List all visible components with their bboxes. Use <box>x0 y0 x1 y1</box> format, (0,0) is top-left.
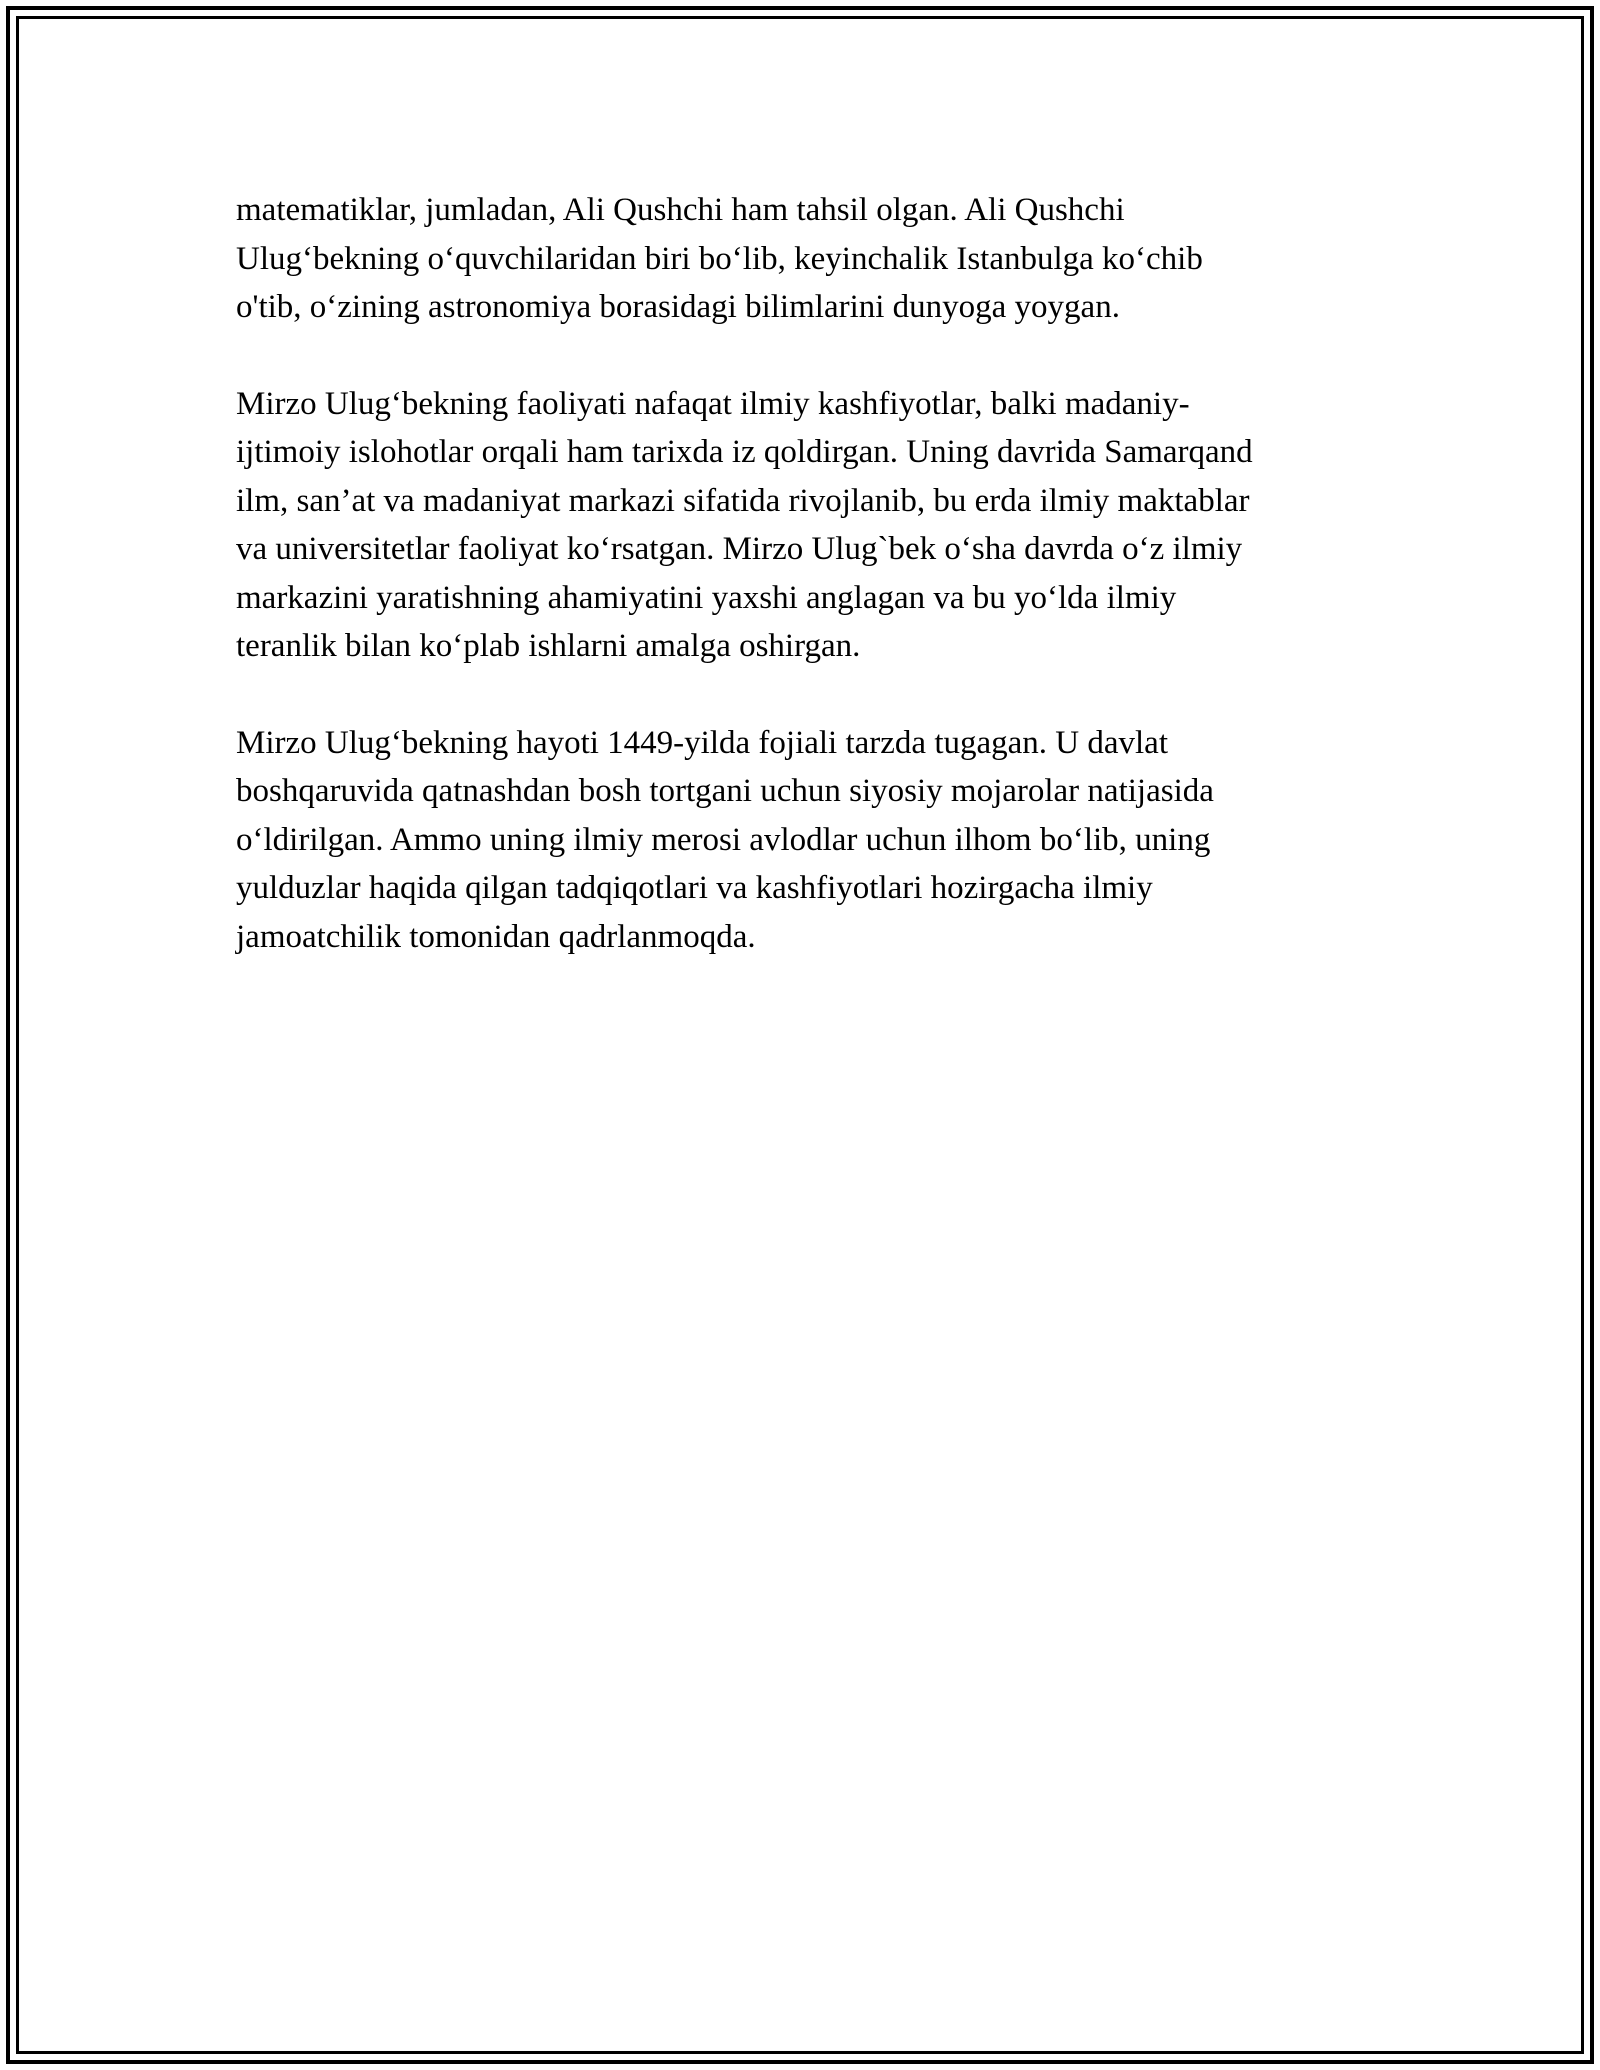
text-line: Ulug‘bekning o‘quvchilaridan biri bo‘lib, keyinchalik Istanbulga ko‘chib <box>236 240 1203 277</box>
text-line: ijtimoiy islohotlar orqali ham tarixda iz qoldirgan. Uning davrida Samarqand <box>236 434 1253 470</box>
paragraph-1 <box>236 186 1396 332</box>
paragraph-3 <box>236 719 1396 962</box>
text-line: boshqaruvida qatnashdan bosh tortgani uchun siyosiy mojarolar natijasida <box>236 773 1214 809</box>
text-line: o‘ldirilgan. Ammo uning ilmiy merosi avlodlar uchun ilhom bo‘lib, uning <box>236 821 1211 858</box>
text-line: o'tib, o‘zining astronomiya borasidagi bilimlarini dunyoga yoygan. <box>236 289 1120 325</box>
text-line: jamoatchilik tomonidan qadrlanmoqda. <box>236 918 756 955</box>
text-line: Mirzo Ulug‘bekning faoliyati nafaqat ilmiy kashfiyotlar, balki madaniy- <box>236 385 1190 422</box>
text-line: Mirzo Ulug‘bekning hayoti 1449-yilda fojiali tarzda tugagan. U davlat <box>236 724 1168 761</box>
text-line: markazini yaratishning ahamiyatini yaxshi anglagan va bu yo‘lda ilmiy <box>236 579 1177 616</box>
paragraph-2 <box>236 380 1396 671</box>
document-body <box>236 186 1396 1009</box>
text-line: va universitetlar faoliyat ko‘rsatgan. Mirzo Ulug`bek o‘sha davrda o‘z ilmiy <box>236 531 1243 567</box>
text-line: yulduzlar haqida qilgan tadqiqotlari va kashfiyotlari hozirgacha ilmiy <box>236 870 1153 906</box>
text-line: ilm, san’at va madaniyat markazi sifatida rivojlanib, bu erda ilmiy maktablar <box>236 482 1250 519</box>
text-line: matematiklar, jumladan, Ali Qushchi ham tahsil olgan. Ali Qushchi <box>236 192 1125 228</box>
text-line: teranlik bilan ko‘plab ishlarni amalga oshirgan. <box>236 628 861 664</box>
